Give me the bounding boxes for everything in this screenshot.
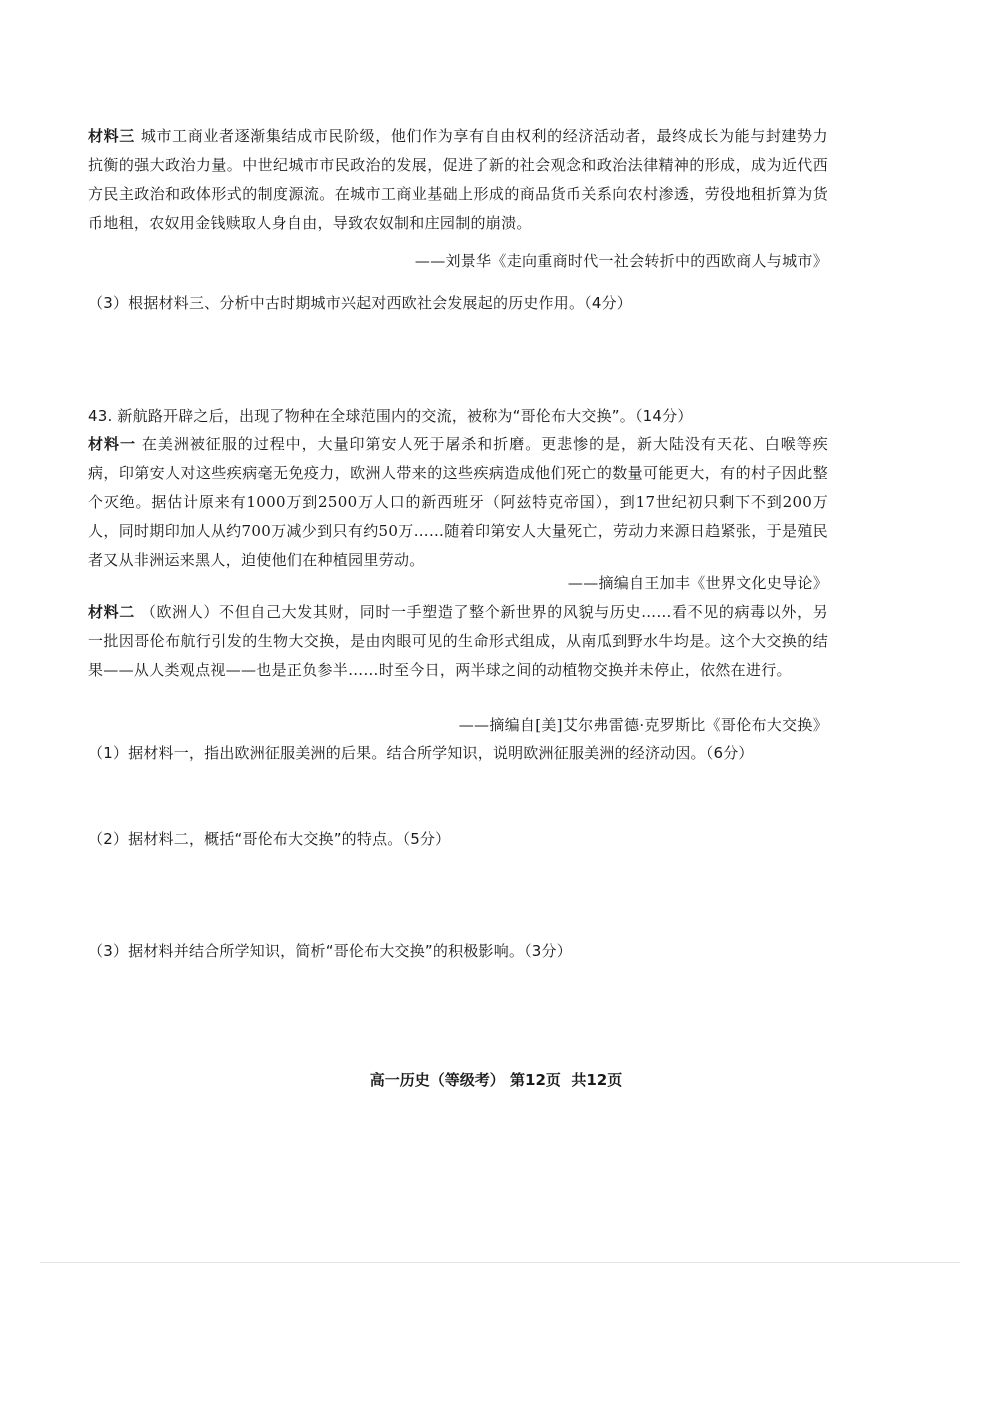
material-3-text: 城市工商业者逐渐集结成市民阶级，他们作为享有自由权利的经济活动者，最终成长为能与封建势力抗衡的强大政治力量。中世纪城市市民政治的发展，促进了新的社会观念和政治法律精神的形成，成为近代西方民主政治和政体形式的制度源流。在城市工商业基础上形成的商品货币关系向农村渗透，劳役地租折算为货币地租，农奴用金钱赎取人身自由，导致农奴制和庄园制的崩溃。	[88, 127, 828, 232]
material-2-label: 材料二	[88, 603, 135, 621]
material-2-source: ——摘编自[美]艾尔弗雷德·克罗斯比《哥伦布大交换》	[458, 716, 828, 734]
material-3-source-block	[88, 248, 828, 274]
material-3-paragraph	[88, 122, 828, 238]
question-43-2: （2）据材料二，概括“哥伦布大交换”的特点。（5分）	[88, 830, 451, 848]
material-2-text: （欧洲人）不但自己大发其财，同时一手塑造了整个新世界的风貌与历史……看不见的病毒以外，另一批因哥伦布航行引发的生物大交换，是由肉眼可见的生命形式组成，从南瓜到野水牛均是。这个大交换的结果——从人类观点视——也是正负参半……时至今日，两半球之间的动植物交换并未停止，依然在进行。	[88, 603, 828, 679]
question-43-3: （3）据材料并结合所学知识，简析“哥伦布大交换”的积极影响。（3分）	[88, 942, 572, 960]
material-1-source-block	[88, 570, 828, 596]
question-43-2-block	[88, 826, 828, 852]
question-42-3-block	[88, 290, 828, 316]
question-43-1: （1）据材料一，指出欧洲征服美洲的后果。结合所学知识，说明欧洲征服美洲的经济动因。（6分）	[88, 744, 754, 762]
footer-subject: 高一历史（等级考）	[369, 1071, 505, 1089]
scan-edge-line	[40, 1262, 960, 1263]
material-1	[88, 430, 828, 575]
question-43-3-block	[88, 938, 828, 964]
material-2-paragraph	[88, 598, 828, 685]
footer-total-pages: 共12页	[571, 1071, 623, 1089]
question-43-stem: 43. 新航路开辟之后，出现了物种在全球范围内的交流，被称为“哥伦布大交换”。（14分）	[88, 407, 693, 425]
material-1-label: 材料一	[88, 435, 136, 453]
question-42-3: （3）根据材料三、分析中古时期城市兴起对西欧社会发展起的历史作用。（4分）	[88, 294, 632, 312]
material-2	[88, 598, 828, 685]
material-2-source-block	[88, 712, 828, 738]
material-1-paragraph	[88, 430, 828, 575]
material-3-source: ——刘景华《走向重商时代一社会转折中的西欧商人与城市》	[414, 252, 828, 270]
page-footer	[0, 1069, 992, 1090]
material-3	[88, 122, 828, 238]
material-1-text: 在美洲被征服的过程中，大量印第安人死于屠杀和折磨。更悲惨的是，新大陆没有天花、白喉等疾病，印第安人对这些疾病毫无免疫力，欧洲人带来的这些疾病造成他们死亡的数量可能更大，有的村子因此整个灭绝。据估计原来有1000万到2500万人口的新西班牙（阿兹特克帝国），到17世纪初只剩下不到200万人，同时期印加人从约700万减少到只有约50万……随着印第安人大量死亡，劳动力来源日趋紧张，于是殖民者又从非洲运来黑人，迫使他们在种植园里劳动。	[88, 435, 829, 569]
footer-page-number: 第12页	[510, 1071, 561, 1089]
material-3-label: 材料三	[88, 127, 135, 145]
question-43-stem-block	[88, 403, 828, 429]
material-1-source: ——摘编自王加丰《世界文化史导论》	[567, 574, 828, 592]
question-43-1-block	[88, 740, 828, 766]
